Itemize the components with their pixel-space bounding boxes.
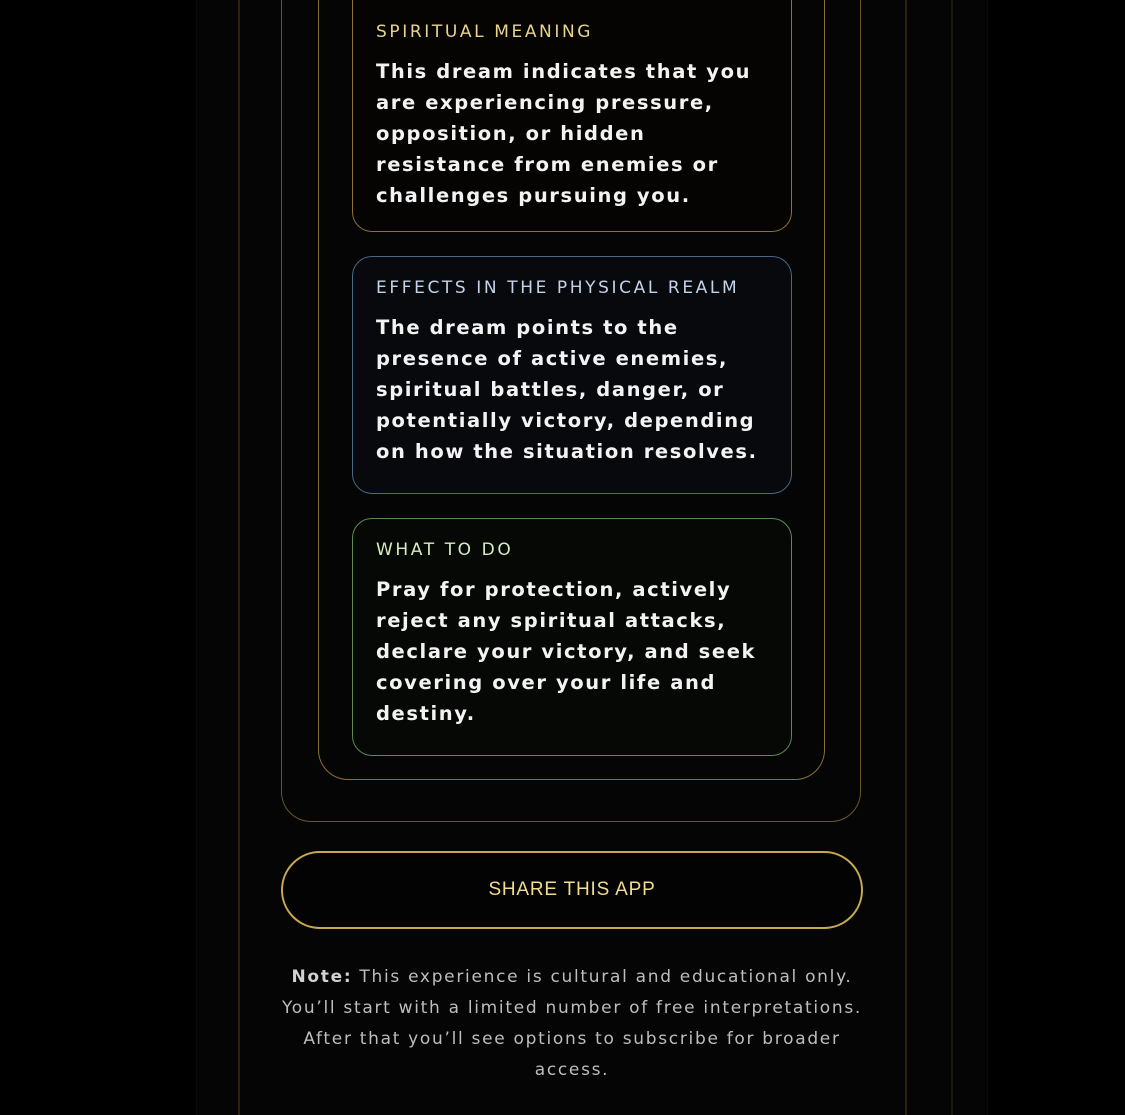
frame-divider-left (238, 0, 240, 1115)
note-label: Note: (291, 967, 353, 987)
what-to-do-text: Pray for protection, actively reject any spiritual attacks, declare your victory, and seek covering over your life and destiny. (376, 578, 757, 725)
physical-effects-card (352, 256, 792, 494)
what-to-do-title: WHAT TO DO (376, 540, 514, 560)
frame-divider-right (905, 0, 907, 1115)
spiritual-meaning-card (352, 0, 792, 232)
note-text: This experience is cultural and educational only. You’ll start with a limited number of free interpretations. After that you’ll see options to subscribe for broader access. (281, 967, 863, 1080)
frame-edge-right (951, 0, 953, 1115)
disclaimer-note (281, 962, 863, 1086)
spiritual-meaning-text: This dream indicates that you are experiencing pressure, opposition, or hidden resistance from enemies or challenges pursuing you. (376, 60, 752, 207)
share-app-button[interactable]: SHARE THIS APP (281, 851, 863, 929)
what-to-do-card (352, 518, 792, 756)
spiritual-meaning-title: SPIRITUAL MEANING (376, 22, 594, 42)
physical-effects-title: EFFECTS IN THE PHYSICAL REALM (376, 278, 740, 298)
physical-effects-text: The dream points to the presence of active enemies, spiritual battles, danger, or potentially victory, depending on how the situation resolves. (376, 316, 758, 463)
